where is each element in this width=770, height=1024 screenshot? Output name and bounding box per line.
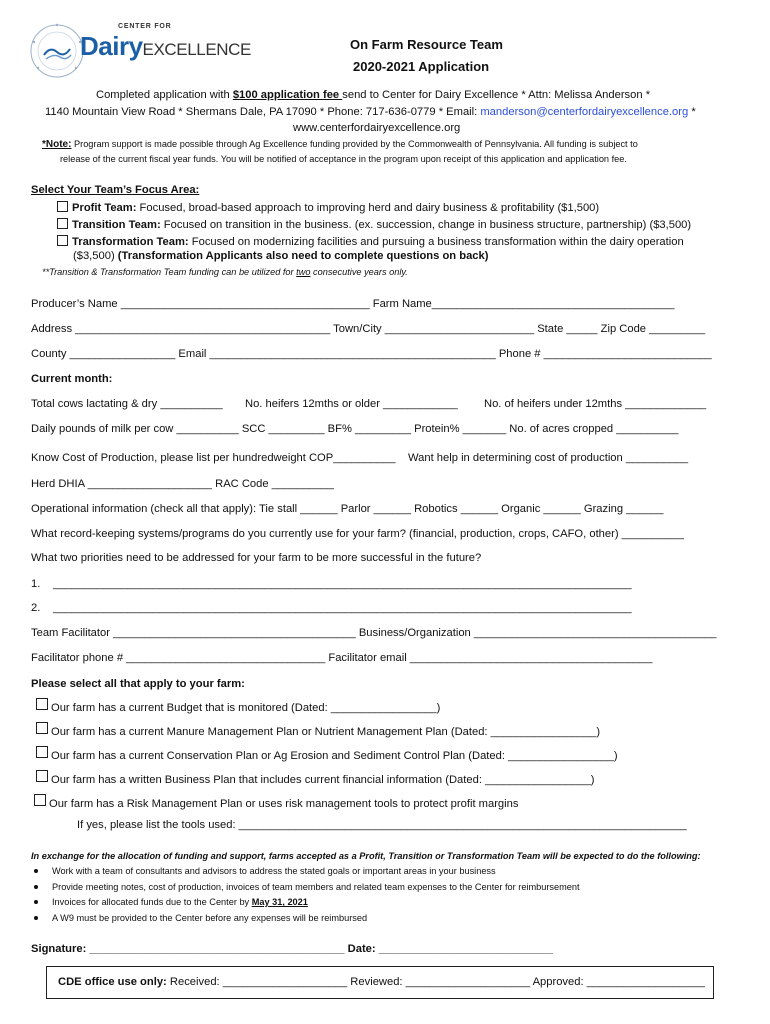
signature-date-row[interactable]: Signature: _________________________________________ Date: ____________________________ <box>31 943 553 955</box>
farm-checks-heading: Please select all that apply to your farm: <box>31 678 245 690</box>
check-label: Our farm has a written Business Plan that includes current financial information (Dated: _________________) <box>51 774 595 786</box>
address-row[interactable]: Address _________________________________________ Town/City ________________________ State _____ Zip Code _________ <box>31 323 706 335</box>
focus-option-transition[interactable] <box>57 218 691 231</box>
transformation-note: (Transformation Applicants also need to complete questions on back) <box>117 250 489 262</box>
bullet-text: Invoices for allocated funds due to the Center by <box>52 897 252 907</box>
focus-option-label: Transformation Team: <box>72 236 189 248</box>
bullet-text: A W9 must be provided to the Center before any expenses will be reimbursed <box>52 913 368 923</box>
funding-footnote <box>42 267 408 277</box>
priorities-question: What two priorities need to be addressed for your farm to be more successful in the future? <box>31 552 482 564</box>
logo-dairy-text: Dairy <box>80 31 143 61</box>
risk-management-checkbox[interactable] <box>34 794 46 806</box>
note-label: *Note: <box>42 139 72 150</box>
focus-option-transformation[interactable] <box>57 235 684 248</box>
focus-option-text: Focused, broad-based approach to improving herd and dairy business & profitability ($1,500) <box>136 202 600 214</box>
budget-checkbox[interactable] <box>36 698 48 710</box>
footnote-text: consecutive years only. <box>310 267 408 277</box>
office-use-box <box>46 966 714 999</box>
county-email-phone-row[interactable]: County _________________ Email ______________________________________________ Phone # ___________________________ <box>31 348 712 360</box>
check-label: Our farm has a current Manure Management Plan or Nutrient Management Plan (Dated: _________________) <box>51 726 601 738</box>
check-label: Our farm has a Risk Management Plan or uses risk management tools to protect profit margins <box>49 798 519 810</box>
note-line-1 <box>42 139 638 150</box>
manure-plan-check-row[interactable] <box>36 722 600 738</box>
focus-option-text: Focused on modernizing facilities and pursuing a business transformation within the dairy operation <box>188 236 684 248</box>
budget-check-row[interactable] <box>36 698 440 714</box>
office-use-fields: Received: ____________________ Reviewed: ____________________ Approved: ___________________ <box>166 976 705 988</box>
cost-help-field[interactable]: Want help in determining cost of production __________ <box>408 452 689 464</box>
priority-1-number: 1. <box>31 578 41 590</box>
note-line-2: release of the current fiscal year funds. You will be notified of acceptance in the program upon receipt of this application and application fee. <box>60 154 627 164</box>
focus-option-label: Profit Team: <box>72 202 137 214</box>
exchange-bullet <box>34 897 308 907</box>
conservation-plan-checkbox[interactable] <box>36 746 48 758</box>
intro-line-1 <box>96 89 650 101</box>
invoice-due-date: May 31, 2021 <box>251 897 308 907</box>
priority-2-line[interactable]: _____________________________________________________________________________________________ <box>53 602 632 614</box>
bullet-icon <box>34 900 38 904</box>
exchange-bullet <box>34 882 580 892</box>
office-use-label: CDE office use only: <box>58 976 167 988</box>
priority-1-line[interactable]: _____________________________________________________________________________________________ <box>53 578 632 590</box>
center-for-dairy-excellence-logo <box>28 22 251 80</box>
exchange-heading: In exchange for the allocation of funding and support, farms accepted as a Profit, Transition or Transformation Team will be expected to do the following: <box>31 851 701 861</box>
bullet-icon <box>34 885 38 889</box>
transformation-amount: ($3,500) <box>73 250 118 262</box>
exchange-bullet <box>34 913 367 923</box>
transformation-continuation <box>73 250 488 262</box>
herd-dhia-row[interactable]: Herd DHIA ____________________ RAC Code __________ <box>31 478 334 490</box>
current-month-heading: Current month: <box>31 373 113 385</box>
transformation-team-checkbox[interactable] <box>57 235 68 246</box>
business-plan-checkbox[interactable] <box>36 770 48 782</box>
record-keeping-row[interactable]: What record-keeping systems/programs do you currently use for your farm? (financial, production, crops, CAFO, other) __________ <box>31 528 684 540</box>
email-link[interactable]: manderson@centerfordairyexcellence.org <box>480 106 689 118</box>
note-text: Program support is made possible through Ag Excellence funding provided by the Commonwealth of Pennsylvania. All funding is subject to <box>71 139 638 149</box>
facilitator-contact-row[interactable]: Facilitator phone # ________________________________ Facilitator email _______________________________________ <box>31 652 653 664</box>
intro-text: Completed application with <box>96 89 233 101</box>
priority-2-number: 2. <box>31 602 41 614</box>
website-link[interactable]: www.centerfordairyexcellence.org <box>293 122 461 134</box>
office-use-row <box>58 976 705 988</box>
focus-option-text: Focused on transition in the business. (ex. succession, change in business structure, partnership) ($3,500) <box>160 219 692 231</box>
risk-management-check-row[interactable] <box>34 794 518 810</box>
conservation-plan-check-row[interactable] <box>36 746 618 762</box>
logo-seal-icon <box>28 22 86 80</box>
manure-plan-checkbox[interactable] <box>36 722 48 734</box>
footnote-text: **Transition & Transformation Team funding can be utilized for <box>42 267 297 277</box>
operational-info-row[interactable]: Operational information (check all that apply): Tie stall ______ Parlor ______ Robotics ______ Organic ______ Grazing ______ <box>31 503 664 515</box>
transition-team-checkbox[interactable] <box>57 218 68 229</box>
milk-production-row[interactable]: Daily pounds of milk per cow __________ SCC _________ BF% _________ Protein% _______ No. of acres cropped __________ <box>31 423 679 435</box>
form-subtitle: 2020-2021 Application <box>353 59 490 74</box>
intro-line-2 <box>45 106 696 118</box>
logo-for-text: CENTER FOR <box>118 23 172 30</box>
total-cows-field[interactable]: Total cows lactating & dry __________ <box>31 398 223 410</box>
bullet-text: Provide meeting notes, cost of production, invoices of team members and related team expenses to the Center for reimbursement <box>52 882 580 892</box>
heifers-over-12-field[interactable]: No. heifers 12mths or older ____________ <box>245 398 458 410</box>
profit-team-checkbox[interactable] <box>57 201 68 212</box>
exchange-bullet <box>34 866 496 876</box>
contact-text: * <box>688 106 696 118</box>
logo-excellence-text: EXCELLENCE <box>142 40 251 59</box>
bullet-icon <box>34 916 38 920</box>
bullet-text: Work with a team of consultants and advisors to address the stated goals or important areas in your business <box>52 866 496 876</box>
focus-option-label: Transition Team: <box>72 219 161 231</box>
intro-text: send to Center for Dairy Excellence * Attn: Melissa Anderson * <box>342 89 651 101</box>
cost-of-production-field[interactable]: Know Cost of Production, please list per hundredweight COP__________ <box>31 452 396 464</box>
focus-area-heading: Select Your Team’s Focus Area: <box>31 184 200 196</box>
business-plan-check-row[interactable] <box>36 770 595 786</box>
heifers-under-12-field[interactable]: No. of heifers under 12mths _____________ <box>484 398 707 410</box>
application-fee: $100 application fee <box>232 89 343 101</box>
logo-wordmark <box>80 31 251 62</box>
footnote-emphasis: two <box>296 267 311 277</box>
focus-option-profit[interactable] <box>57 201 599 214</box>
check-label: Our farm has a current Conservation Plan or Ag Erosion and Sediment Control Plan (Dated: _________________) <box>51 750 618 762</box>
bullet-icon <box>34 869 38 873</box>
contact-text: 1140 Mountain View Road * Shermans Dale, PA 17090 * Phone: 717-636-0779 * Email: <box>45 106 481 118</box>
team-facilitator-row[interactable]: Team Facilitator _______________________________________ Business/Organization _______________________________________ <box>31 627 717 639</box>
check-label: Our farm has a current Budget that is monitored (Dated: _________________) <box>51 702 441 714</box>
risk-tools-field[interactable]: If yes, please list the tools used: ________________________________________________________________________ <box>77 819 687 831</box>
producer-farm-name-row[interactable]: Producer’s Name ________________________________________ Farm Name_______________________________________ <box>31 298 675 310</box>
form-title: On Farm Resource Team <box>350 37 503 52</box>
